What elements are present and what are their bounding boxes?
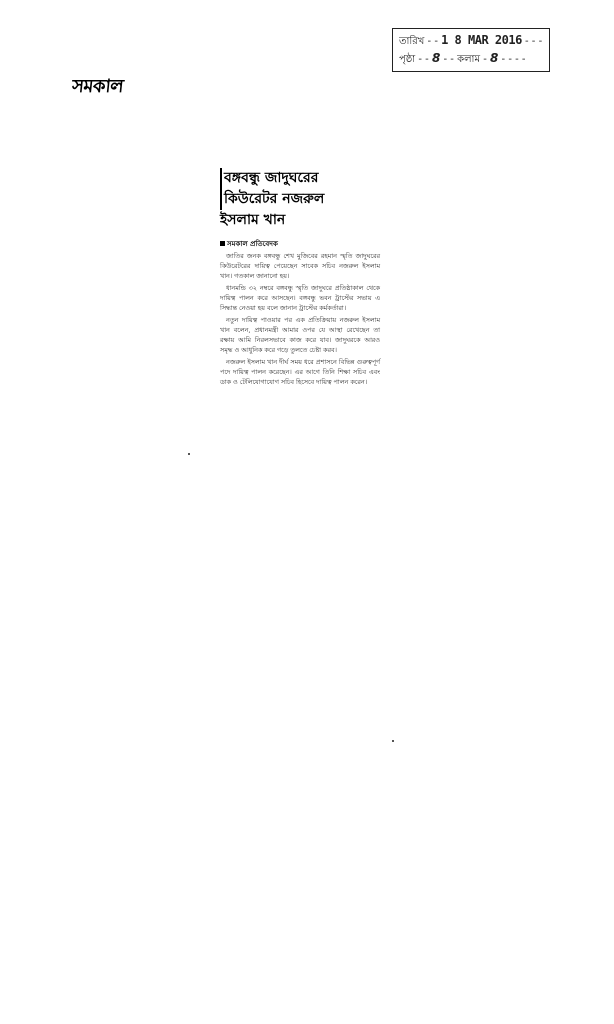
stamp-page-value: 8 [431,51,441,65]
article-paragraph: জাতির জনক বঙ্গবন্ধু শেখ মুজিবের রহমান স্মৃতি জাদুঘরের কিউরেটরের দায়িত্ব পেয়েছেন সাবেক সচিব নজরুল ইসলাম খান। গতকাল জানানো হয়। [220,252,380,280]
headline-line-3: ইসলাম খান [220,212,286,228]
article-headline [220,168,380,231]
newspaper-masthead: সমকাল [70,76,125,97]
stamp-column-value: 8 [489,51,499,65]
article-paragraph: ধানমন্ডি ৩২ নম্বরে বঙ্গবন্ধু স্মৃতি জাদুঘরে প্রতিষ্ঠাকাল থেকে দায়িত্ব পালন করে আসছেন। বঙ্গবন্ধু ভবন ট্রাস্টের সভায় এ সিদ্ধান্ত নেওয়া হয় বলে জানান ট্রাস্টের কর্মকর্তারা। [220,284,380,312]
article-clipping [220,168,380,563]
article-byline [220,239,380,249]
article-paragraph: নজরুল ইসলাম খান দীর্ঘ সময় ধরে প্রশাসনে বিভিন্ন গুরুত্বপূর্ণ পদে দায়িত্ব পালন করেছেন। এর আগে তিনি শিক্ষা সচিব এবং ডাক ও টেলিযোগাযোগ সচিব হিসেবে দায়িত্ব পালন করেন। [220,358,380,386]
headline-line-1: বঙ্গবন্ধু জাদুঘরের [220,168,380,189]
scan-speck [392,740,394,742]
article-paragraph: নতুন দায়িত্ব পাওয়ার পর এক প্রতিক্রিয়ায় নজরুল ইসলাম খান বলেন, প্রধানমন্ত্রী আমার ওপর যে আস্থা রেখেছেন তা রক্ষায় আমি নিরলসভাবে কাজ করে যাব। জাদুঘরকে আরও সমৃদ্ধ ও আধুনিক করে গড়ে তুলতে চেষ্টা করব। [220,316,380,354]
bullet-square-icon [220,241,225,246]
headline-line-2: কিউরেটর নজরুল [220,189,380,210]
byline-text: সমকাল প্রতিবেদক [227,240,278,248]
scan-speck [188,453,190,455]
stamp-column-label: কলাম [457,54,480,65]
stamp-date-label: তারিখ [399,36,425,47]
clipping-stamp [392,28,550,72]
stamp-page-row: পৃষ্ঠা - - 8 - - কলাম - 8 - - - - [399,51,526,65]
stamp-date-value: 1 8 MAR 2016 [441,33,522,47]
stamp-date-row: তারিখ - - 1 8 MAR 2016 - - - [399,33,543,47]
stamp-page-label: পৃষ্ঠা [399,54,416,65]
